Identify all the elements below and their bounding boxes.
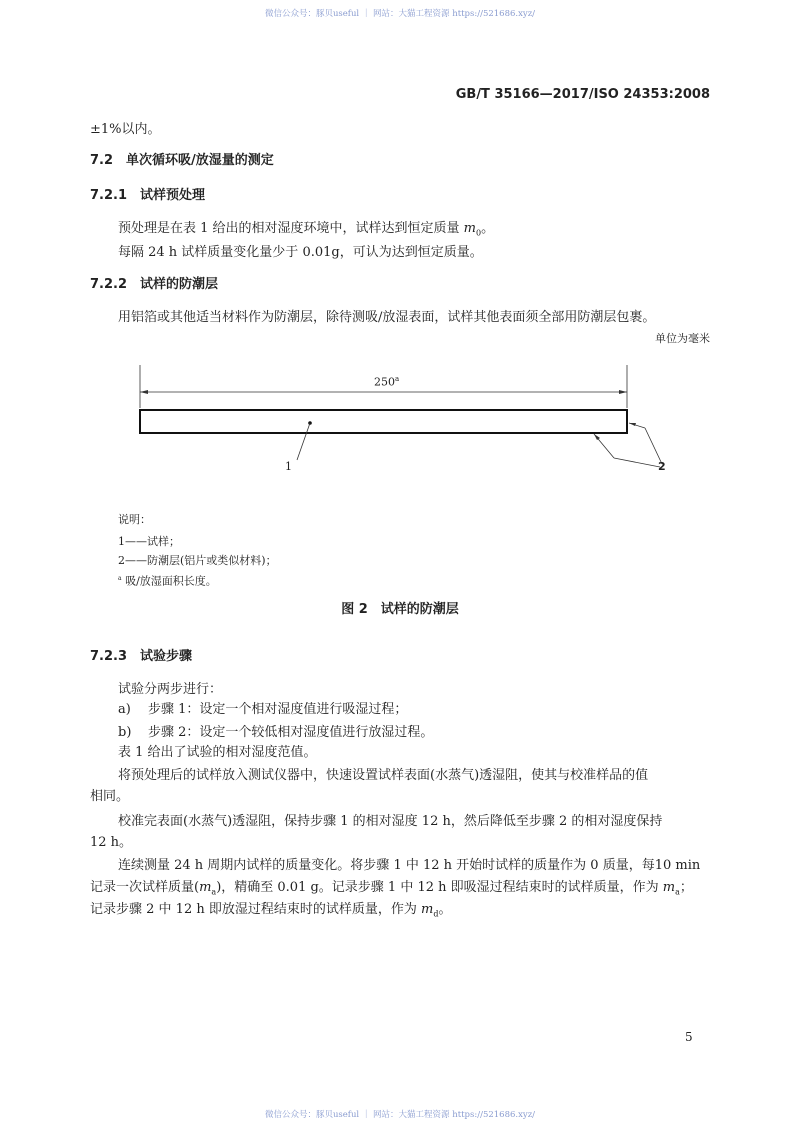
section-number: 7.2.1 — [90, 188, 128, 203]
figure-caption: 图 2 试样的防潮层 — [341, 602, 459, 617]
paragraph: 记录步骤 2 中 12 h 即放湿过程结束时的试样质量，作为 $m_d$。 — [90, 902, 452, 919]
page-number: 5 — [685, 1030, 693, 1044]
section-title: 试样预处理 — [140, 188, 206, 203]
paragraph: 校准完表面(水蒸气)透湿阻，保持步骤 1 的相对湿度 12 h，然后降低至步骤 2 的相对湿度保持 — [118, 814, 663, 829]
section-title: 单次循环吸/放湿量的测定 — [126, 153, 274, 168]
section-number: 7.2 — [90, 153, 114, 168]
paragraph: 每隔 24 h 试样质量变化量少于 0.01g，可认为达到恒定质量。 — [118, 245, 483, 260]
paragraph: 用铝箔或其他适当材料作为防潮层，除待测吸/放湿表面，试样其他表面须全部用防潮层包裹。 — [118, 310, 656, 325]
continued-text: ±1%以内。 — [90, 122, 161, 137]
section-number: 7.2.2 — [90, 277, 128, 292]
standard-number-header: GB/T 35166—2017/ISO 24353:2008 — [455, 87, 710, 102]
section-7-2-heading — [90, 152, 274, 170]
watermark-top: 微信公众号：豚贝useful ｜ 网站：大猫工程资源 https://521686.xyz/ — [264, 9, 536, 19]
paragraph: 12 h。 — [90, 835, 133, 850]
section-title: 试验步骤 — [140, 649, 193, 664]
list-item-a: a) 步骤 1：设定一个相对湿度值进行吸湿过程； — [118, 702, 408, 717]
section-title: 试样的防潮层 — [140, 277, 219, 292]
paragraph: 试验分两步进行： — [118, 682, 223, 697]
paragraph: 将预处理后的试样放入测试仪器中，快速设置试样表面(水蒸气)透湿阻，使其与校准样品的值 — [118, 768, 649, 783]
list-item-b: b) 步骤 2：设定一个较低相对湿度值进行放湿过程。 — [118, 725, 434, 740]
section-7-2-1-heading — [90, 187, 205, 205]
unit-note: 单位为毫米 — [655, 332, 710, 345]
paragraph: 表 1 给出了试验的相对湿度范值。 — [118, 745, 317, 760]
legend-note: $^a$ 吸/放湿面积长度。 — [118, 574, 217, 588]
figure-2-drawing — [0, 360, 800, 490]
watermark-bottom: 微信公众号：豚贝useful ｜ 网站：大猫工程资源 https://521686.xyz/ — [264, 1110, 536, 1120]
section-7-2-2-heading — [90, 276, 218, 294]
paragraph: 记录一次试样质量$(m_a)$，精确至 0.01 g。记录步骤 1 中 12 h 即吸湿过程结束时的试样质量，作为 $m_a$； — [90, 880, 693, 897]
legend-item: 2——防潮层(铝片或类似材料)； — [118, 554, 277, 567]
paragraph: 连续测量 24 h 周期内试样的质量变化。将步骤 1 中 12 h 开始时试样的质量作为 0 质量，每10 min — [118, 858, 701, 873]
section-7-2-3-heading — [90, 648, 192, 666]
legend-item: 1——试样； — [118, 535, 180, 548]
legend-title: 说明： — [118, 513, 151, 526]
paragraph: 相同。 — [90, 789, 130, 804]
section-number: 7.2.3 — [90, 649, 128, 664]
paragraph: 预处理是在表 1 给出的相对湿度环境中，试样达到恒定质量 $m_0$。 — [118, 221, 495, 238]
specimen-rect — [140, 410, 627, 433]
callout-1: 1 — [285, 460, 292, 473]
dimension-label: 250$^a$ — [374, 375, 400, 389]
callout-2: 2 — [658, 460, 666, 473]
